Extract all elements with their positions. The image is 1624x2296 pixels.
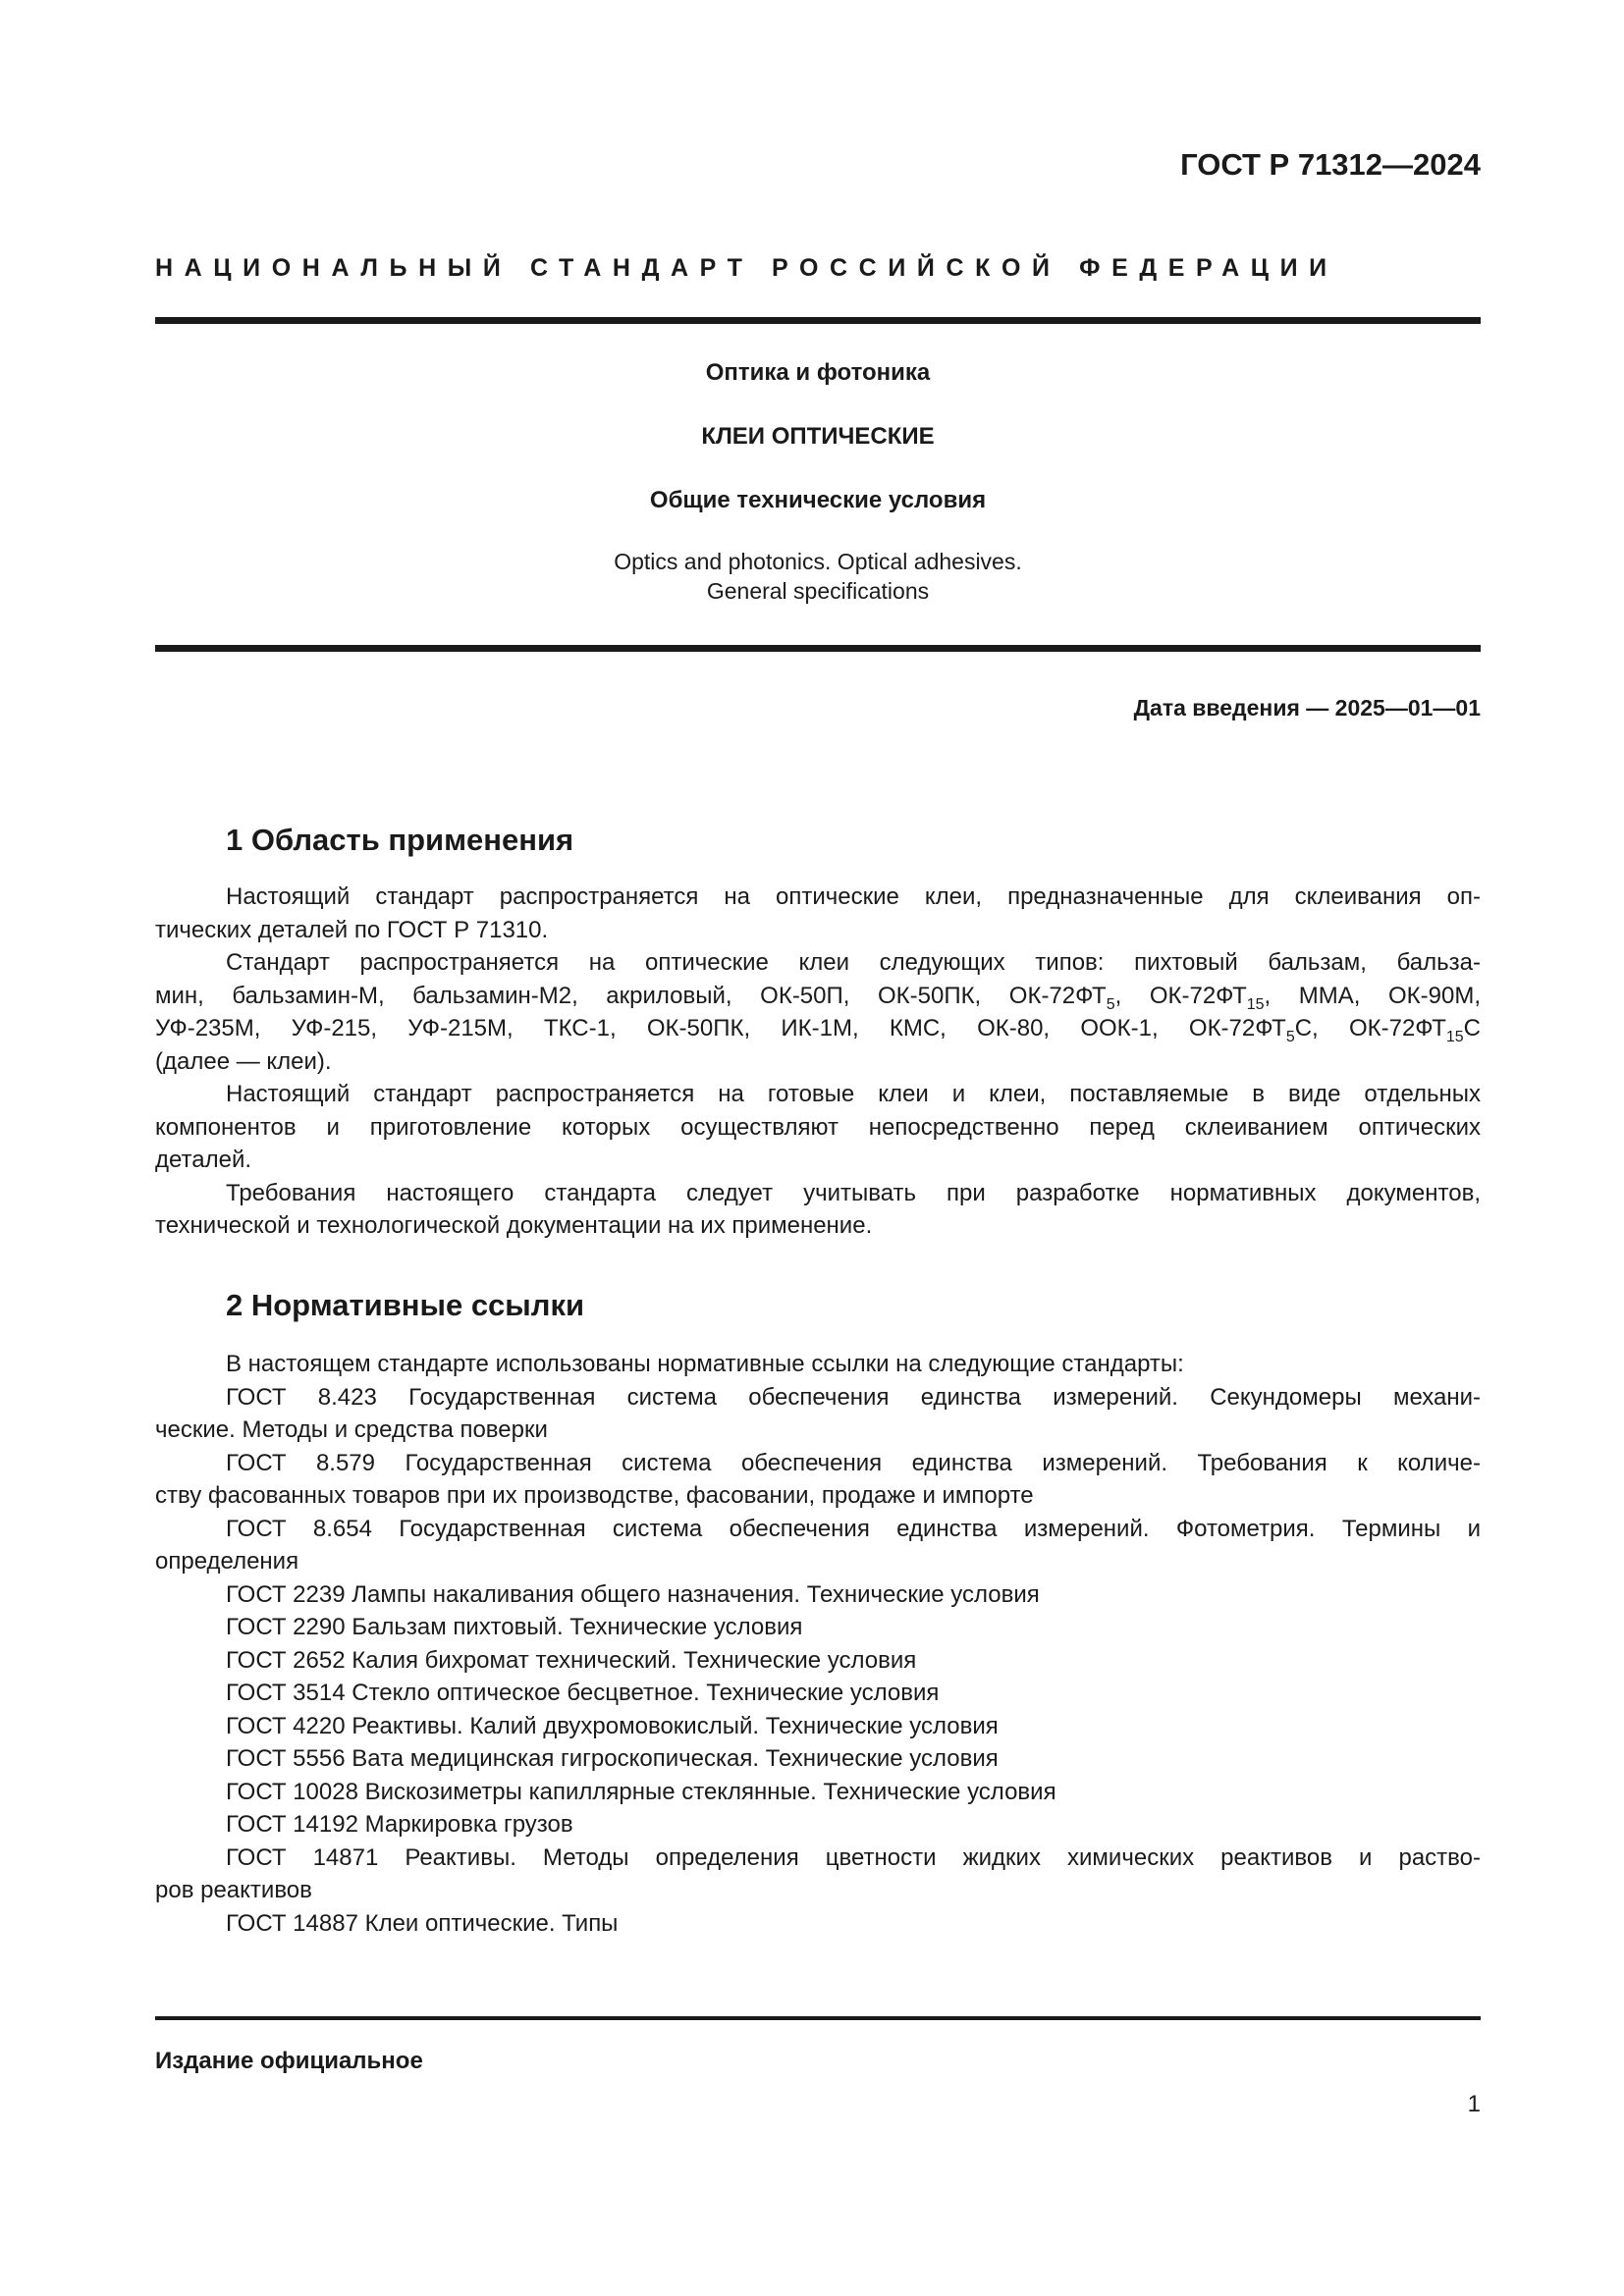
paragraph [155,1513,1481,1578]
text-line: Настоящий стандарт распространяется на оптические клеи, предназначенные для склеивания оп- [226,883,1481,910]
paragraph [155,1078,1481,1177]
text-line: ГОСТ 14192 Маркировка грузов [226,1811,573,1838]
top-rule [155,317,1481,324]
text-line: деталей. [155,1147,252,1173]
text-line: технической и технологической документации на их применение. [155,1212,873,1239]
text-line: Требования настоящего стандарта следует учитывать при разработке нормативных документов, [226,1179,1481,1206]
paragraph [155,1381,1481,1447]
paragraph [155,1677,1481,1710]
english-title-line2: General specifications [706,578,930,604]
text-line: Стандарт распространяется на оптические клеи следующих типов: пихтовый бальзам, бальза- [226,949,1481,976]
title-rule [155,645,1481,652]
paragraph [155,1611,1481,1644]
text-line: компонентов и приготовление которых осуществляют непосредственно перед склеиванием оптических [155,1113,1481,1141]
text-line: ГОСТ 2652 Калия бихромат технический. Технические условия [226,1646,917,1674]
page-number: 1 [1467,2091,1481,2117]
text-line: ГОСТ 4220 Реактивы. Калий двухромовокислый. Технические условия [226,1712,999,1739]
text-line: УФ-235М, УФ-215, УФ-215М, ТКС-1, ОК-50ПК, ИК-1М, КМС, ОК-80, ООК-1, $ОК-72ФТ_5С$, $ОК-72ФТ_{15}С$ [155,1015,1482,1045]
footer-rule [155,2016,1481,2020]
paragraph [155,1578,1481,1612]
subscript: 5 [1285,1029,1295,1045]
paragraph [155,1177,1481,1243]
standard-subtitle: Общие технические условия [649,487,987,513]
section-2-body [155,1348,1481,1940]
paragraph [155,946,1481,1078]
text-line: ГОСТ 10028 Вискозиметры капиллярные стеклянные. Технические условия [226,1778,1056,1805]
paragraph [155,1842,1481,1907]
paragraph [155,1348,1481,1381]
subscript: 15 [1246,995,1265,1013]
paragraph [155,1447,1481,1513]
field-title: Оптика и фотоника [705,359,931,386]
text-line: ГОСТ 8.423 Государственная система обеспечения единства измерений. Секундомеры механи- [226,1383,1481,1411]
text-line: ГОСТ 2239 Лампы накаливания общего назначения. Технические условия [226,1580,1040,1608]
english-title-line1: Optics and photonics. Optical adhesives. [614,549,1022,574]
paragraph [155,1907,1481,1941]
text-line: ГОСТ 8.579 Государственная система обеспечения единства измерений. Требования к количе- [226,1449,1481,1476]
national-standard-banner: НАЦИОНАЛЬНЫЙ СТАНДАРТ РОССИЙСКОЙ ФЕДЕРАЦИИ [155,254,1338,282]
text-line: ГОСТ 3514 Стекло оптическое бесцветное. Технические условия [226,1680,940,1706]
paragraph [155,1742,1481,1776]
subscript: 5 [1106,995,1115,1013]
section-1-heading: 1 Область применения [226,823,574,857]
effective-date: Дата введения — 2025—01—01 [1133,695,1481,721]
text-line: тических деталей по ГОСТ Р 71310. [155,916,549,943]
text-line: ГОСТ 5556 Вата медицинская гигроскопическая. Технические условия [226,1745,999,1772]
text-line: В настоящем стандарте использованы нормативные ссылки на следующие стандарты: [226,1351,1184,1377]
document-id: ГОСТ Р 71312—2024 [1180,147,1481,182]
text-line: мин, бальзамин-М, бальзамин-М2, акриловый, ОК-50П, ОК-50ПК, $ОК-72ФТ_5$, $ОК-72ФТ_{15}$, ММА, ОК-90М, [155,982,1482,1013]
text-line: ГОСТ 8.654 Государственная система обеспечения единства измерений. Фотометрия. Термины и [226,1515,1481,1542]
standard-title: КЛЕИ ОПТИЧЕСКИЕ [701,423,935,450]
text-line: ческие. Методы и средства поверки [155,1416,548,1443]
text-line: ству фасованных товаров при их производстве, фасовании, продаже и импорте [155,1482,1034,1509]
paragraph [155,1776,1481,1809]
paragraph [155,1710,1481,1743]
text-line: (далее — клеи). [155,1047,332,1075]
text-line: ГОСТ 2290 Бальзам пихтовый. Технические условия [226,1614,803,1640]
text-line: ГОСТ 14871 Реактивы. Методы определения цветности жидких химических реактивов и раство- [226,1843,1481,1871]
subscript: 15 [1445,1029,1464,1045]
text-line: ГОСТ 14887 Клеи оптические. Типы [226,1909,619,1937]
text-line: Настоящий стандарт распространяется на готовые клеи и клеи, поставляемые в виде отдельных [226,1081,1481,1107]
text-line: определения [155,1548,299,1575]
paragraph [155,881,1481,946]
text-line: ров реактивов [155,1877,312,1903]
section-1-body [155,881,1481,1243]
paragraph [155,1808,1481,1842]
edition-label: Издание официальное [155,2048,423,2074]
section-2-heading: 2 Нормативные ссылки [226,1288,585,1322]
paragraph [155,1644,1481,1678]
